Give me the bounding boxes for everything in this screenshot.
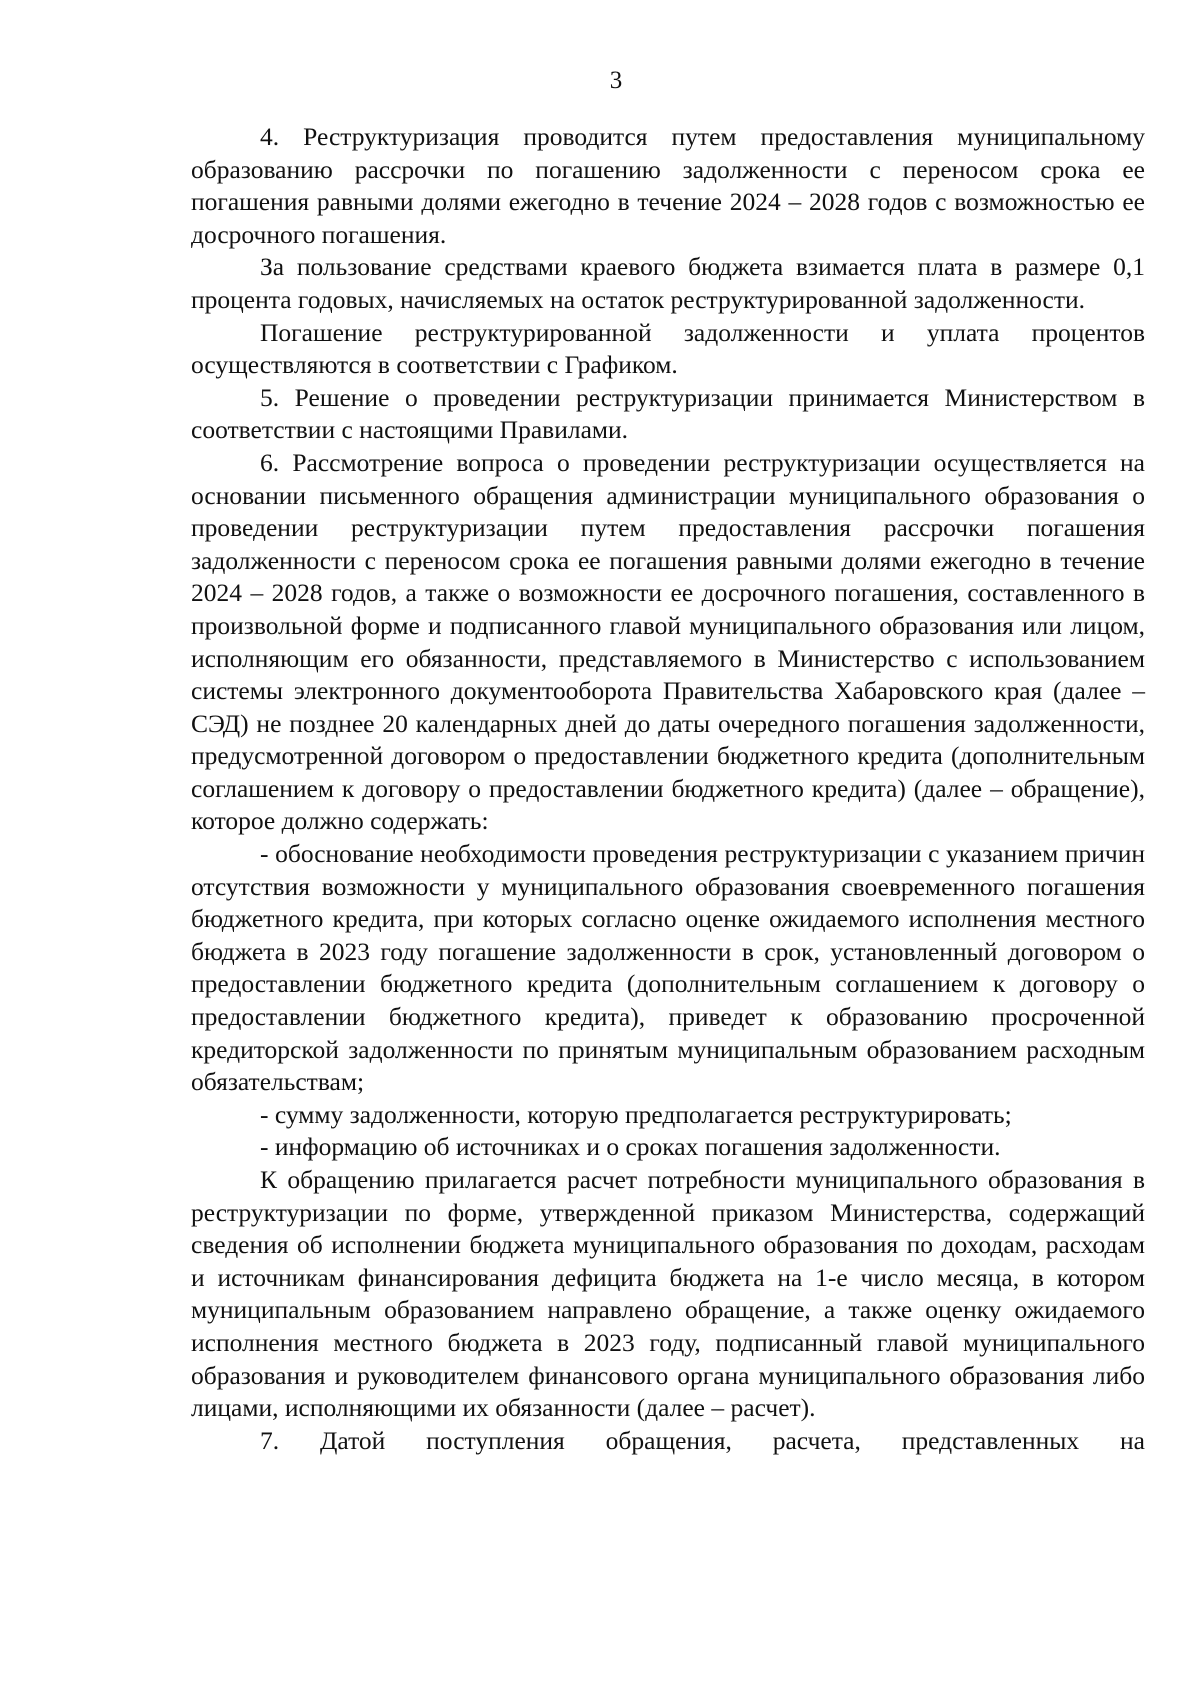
list-item-sources: - информацию об источниках и о сроках погашения задолженности. (260, 1132, 1001, 1162)
paragraph-4: 4. Реструктуризация проводится путем предоставления муниципальному образованию рассрочки по погашению задолженности с переносом срока ее погашения равными долями ежегодно в течение 2024 – 2028 годов с возможностью ее досрочного погашения. (191, 122, 1145, 249)
paragraph-fee: За пользование средствами краевого бюджета взимается плата в размере 0,1 процента годовых, начисляемых на остаток реструктурированной задолженности. (191, 252, 1145, 314)
paragraph-6: 6. Рассмотрение вопроса о проведении реструктуризации осуществляется на основании письменного обращения администрации муниципального образования о проведении реструктуризации путем предоставления рассрочки погашения задолженности с переносом срока ее погашения равными долями ежегодно в течение 2024 – 2028 годов, а также о возможности ее досрочного погашения, составленного в произвольной форме и подписанного главой муниципального образования или лицом, исполняющим его обязанности, представляемого в Министерство с использованием системы электронного документооборота Правительства Хабаровского края (далее – СЭД) не позднее 20 календарных дней до даты очередного погашения задолженности, предусмотренной договором о предоставлении бюджетного кредита (дополнительным соглашением к договору о предоставлении бюджетного кредита) (далее – обращение), которое должно содержать: (191, 447, 1145, 836)
paragraph-attachment: К обращению прилагается расчет потребности муниципального образования в реструктуризации по форме, утвержденной приказом Министерства, содержащий сведения об исполнении бюджета муниципального образования по доходам, расходам и источникам финансирования дефицита бюджета на 1-е число месяца, в котором муниципальным образованием направлено обращение, а также оценку ожидаемого исполнения местного бюджета в 2023 году, подписанный главой муниципального образования и руководителем финансового органа муниципального образования либо лицами, исполняющими их обязанности (далее – расчет). (191, 1165, 1145, 1423)
paragraph-5: 5. Решение о проведении реструктуризации принимается Министерством в соответствии с настоящими Правилами. (191, 382, 1145, 445)
document-body (191, 121, 1145, 1457)
page-number: 3 (609, 67, 623, 94)
list-item-debt-amount: - сумму задолженности, которую предполагается реструктурировать; (260, 1099, 1012, 1129)
list-item-justification: - обоснование необходимости проведения реструктуризации с указанием причин отсутствия возможности у муниципального образования своевременного погашения бюджетного кредита, при которых согласно оценке ожидаемого исполнения местного бюджета в 2023 году погашение задолженности в срок, установленный договором о предоставлении бюджетного кредита (дополнительным соглашением к договору о предоставлении бюджетного кредита), приведет к образованию просроченной кредиторской задолженности по принятым муниципальным образованием расходным обязательствам; (191, 839, 1145, 1097)
paragraph-7: 7. Датой поступления обращения, расчета, представленных на (260, 1425, 1145, 1455)
paragraph-repayment: Погашение реструктурированной задолженности и уплата процентов осуществляются в соответствии с Графиком. (191, 317, 1145, 380)
